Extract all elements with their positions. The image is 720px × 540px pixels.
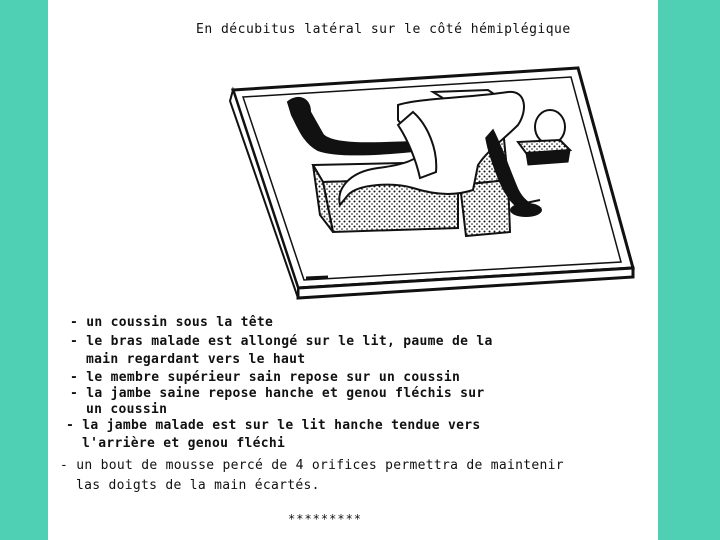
document-page bbox=[48, 0, 658, 540]
instruction-line: - un coussin sous la tête bbox=[70, 315, 274, 330]
instruction-line: l'arrière et genou fléchi bbox=[82, 436, 286, 451]
instruction-line: - le bras malade est allongé sur le lit, paume de la bbox=[70, 334, 493, 349]
instruction-line: - la jambe malade est sur le lit hanche tendue vers bbox=[66, 418, 481, 433]
head bbox=[535, 110, 565, 144]
patient-positioning-illustration bbox=[48, 0, 658, 300]
instruction-line: main regardant vers le haut bbox=[86, 352, 306, 367]
instruction-line: - la jambe saine repose hanche et genou fléchis sur bbox=[70, 386, 485, 401]
instruction-line: las doigts de la main écartés. bbox=[76, 478, 320, 493]
separator: ********* bbox=[288, 512, 363, 526]
instruction-line: un coussin bbox=[86, 402, 168, 417]
page-title: En décubitus latéral sur le côté hémiplégique bbox=[196, 22, 571, 37]
instruction-line: - le membre supérieur sain repose sur un coussin bbox=[70, 370, 461, 385]
instruction-line: - un bout de mousse percé de 4 orifices permettra de maintenir bbox=[60, 458, 564, 473]
